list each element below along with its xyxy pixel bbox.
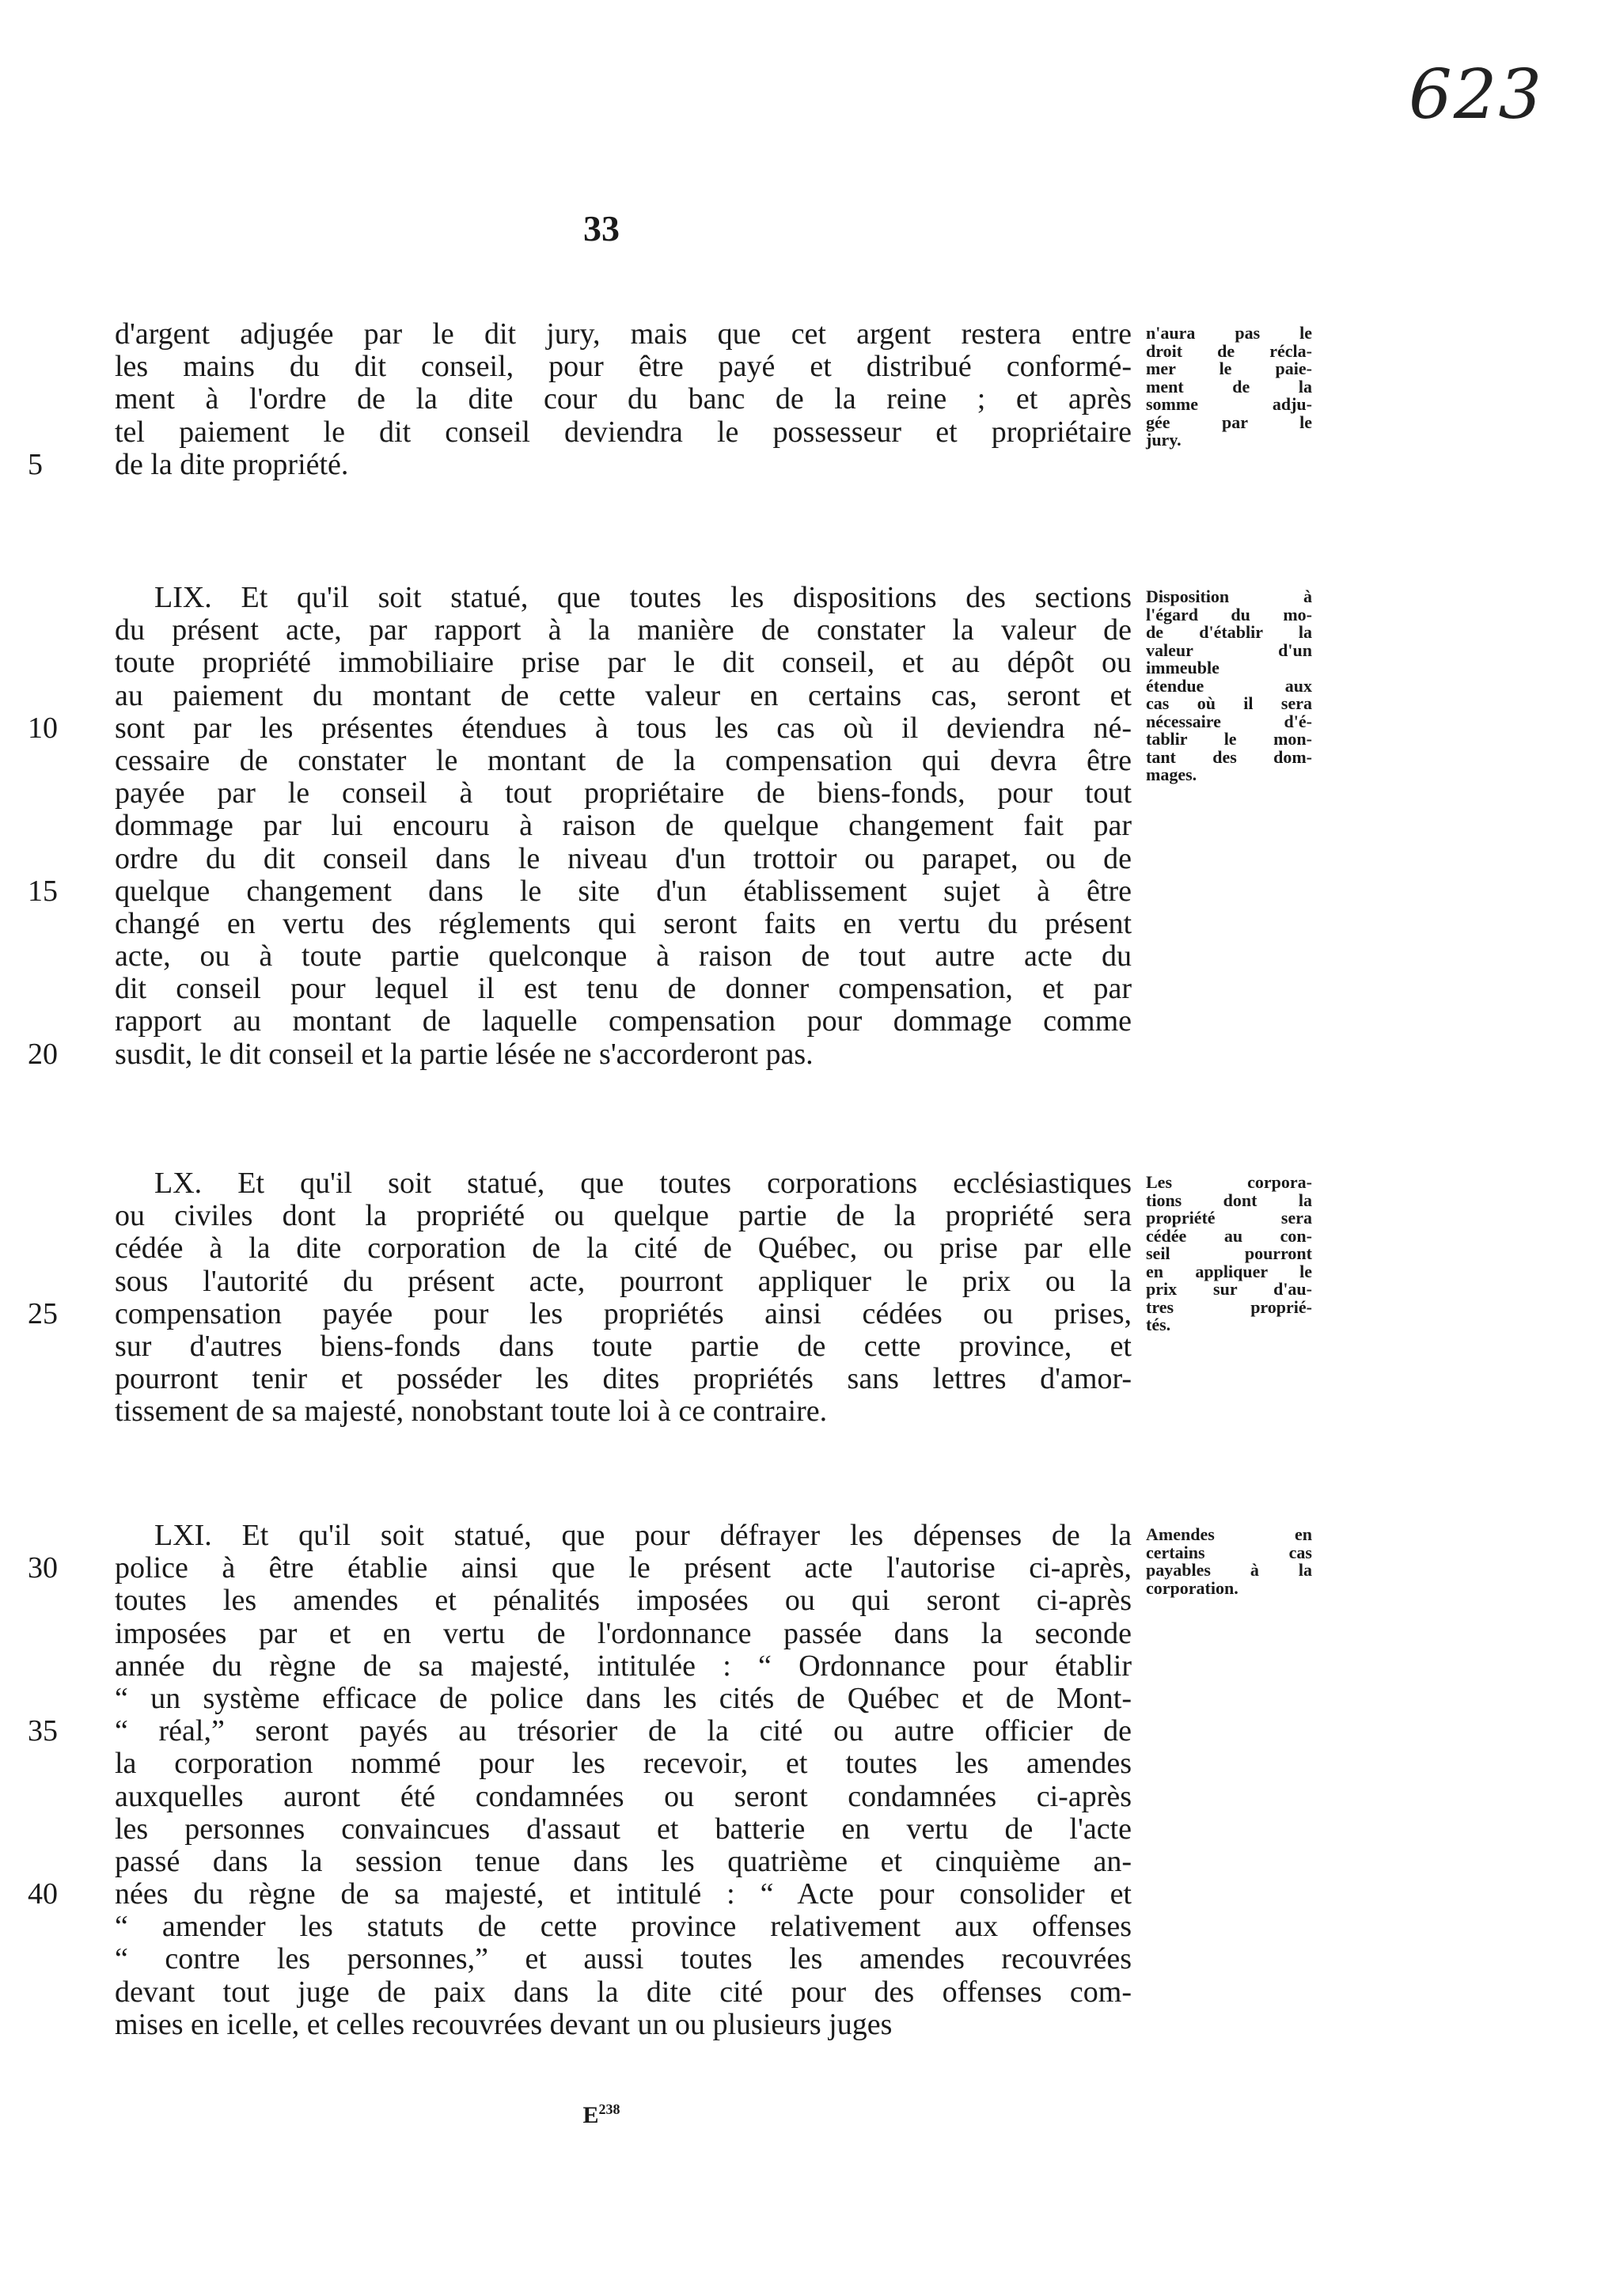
line-text: la corporation nommé pour les recevoir, et toutes les amendes xyxy=(115,1747,1132,1781)
text-line xyxy=(115,940,1132,973)
marginal-note-line: étendue aux xyxy=(1146,675,1312,696)
page-number: 33 xyxy=(583,208,620,249)
marginal-note xyxy=(1146,1526,1312,1597)
line-text: ordre du dit conseil dans le niveau d'un trottoir ou parapet, ou de xyxy=(115,841,1132,875)
text-line xyxy=(115,1395,1132,1428)
text-line xyxy=(115,1330,1132,1363)
line-text: “ un système efficace de police dans les cités de Québec et de Mont- xyxy=(115,1681,1132,1715)
line-number: 30 xyxy=(28,1551,58,1585)
paragraph-1 xyxy=(28,317,1132,481)
text-line xyxy=(115,351,1132,383)
text-line xyxy=(115,582,1132,614)
text-line xyxy=(28,874,1132,908)
marginal-note-line: mer le paie- xyxy=(1146,359,1312,378)
text-line xyxy=(115,1200,1132,1232)
text-line xyxy=(115,908,1132,940)
marginal-note-line: cas où il sera xyxy=(1146,693,1312,713)
text-line xyxy=(115,1943,1132,1975)
text-line xyxy=(115,614,1132,647)
text-line xyxy=(115,1232,1132,1265)
line-text: ou civiles dont la propriété ou quelque partie de la propriété sera xyxy=(115,1199,1132,1233)
marginal-note xyxy=(1146,1174,1312,1334)
line-text: toutes les amendes et pénalités imposées ou qui seront ci-après xyxy=(115,1584,1132,1618)
marginal-note-line: immeuble xyxy=(1146,658,1220,677)
line-number: 20 xyxy=(28,1037,58,1071)
text-line xyxy=(115,2009,1132,2041)
text-line xyxy=(115,318,1132,351)
marginal-note-line: propriété sera xyxy=(1146,1208,1312,1228)
text-line xyxy=(115,1520,1132,1552)
line-text: nées du règne de sa majesté, et intitulé : “ Acte pour consolider et xyxy=(115,1877,1132,1911)
line-text: pourront tenir et posséder les dites propriétés sans lettres d'amor- xyxy=(115,1362,1132,1396)
line-text: LX. Et qu'il soit statué, que toutes corporations ecclésiastiques xyxy=(154,1167,1132,1200)
text-line xyxy=(115,1584,1132,1617)
text-line xyxy=(115,1363,1132,1395)
line-number: 25 xyxy=(28,1296,58,1330)
text-line xyxy=(115,416,1132,449)
line-number: 15 xyxy=(28,874,58,908)
marginal-note-line: nécessaire d'é- xyxy=(1146,711,1312,731)
text-line xyxy=(115,777,1132,810)
text-line xyxy=(28,1037,1132,1071)
marginal-note-line: seil pourront xyxy=(1146,1243,1312,1263)
text-line xyxy=(115,973,1132,1005)
text-line xyxy=(115,843,1132,875)
text-line xyxy=(115,1846,1132,1878)
marginal-note-line: n'aura pas le xyxy=(1146,323,1312,343)
line-text: dit conseil pour lequel il est tenu de donner compensation, et par xyxy=(115,972,1132,1006)
marginal-note-line: gée par le xyxy=(1146,412,1312,432)
signature-number: 238 xyxy=(598,2101,620,2117)
marginal-note-line: payables à la xyxy=(1146,1560,1312,1580)
line-text: LXI. Et qu'il soit statué, que pour défrayer les dépenses de la xyxy=(154,1519,1132,1552)
printer-signature xyxy=(0,2101,1203,2129)
marginal-note-line: cédée au con- xyxy=(1146,1225,1312,1246)
text-line xyxy=(115,745,1132,777)
marginal-note-line: tant des dom- xyxy=(1146,746,1312,767)
line-text: sont par les présentes étendues à tous les cas où il deviendra né- xyxy=(115,711,1132,745)
line-text: tel paiement le dit conseil deviendra le possesseur et propriétaire xyxy=(115,415,1132,449)
marginal-note-line: l'égard du mo- xyxy=(1146,604,1312,624)
line-text: de la dite propriété. xyxy=(115,447,349,481)
text-line xyxy=(28,1714,1132,1748)
marginal-note-line: prix sur d'au- xyxy=(1146,1279,1312,1299)
line-text: police à être établie ainsi que le présent acte l'autorise ci-après, xyxy=(115,1551,1132,1585)
text-line xyxy=(115,647,1132,679)
text-line xyxy=(115,1976,1132,2009)
text-line xyxy=(115,1618,1132,1650)
marginal-note-line: Amendes en xyxy=(1146,1524,1312,1544)
marginal-note-line: de d'établir la xyxy=(1146,622,1312,642)
text-line xyxy=(115,1683,1132,1715)
line-text: “ réal,” seront payés au trésorier de la cité ou autre officier de xyxy=(115,1714,1132,1748)
line-number: 10 xyxy=(28,711,58,745)
line-text: passé dans la session tenue dans les quatrième et cinquième an- xyxy=(115,1844,1132,1878)
line-text: “ contre les personnes,” et aussi toutes les amendes recouvrées xyxy=(115,1942,1132,1976)
marginal-note-line: mages. xyxy=(1146,765,1197,784)
text-line xyxy=(115,1167,1132,1200)
marginal-note-line: certains cas xyxy=(1146,1542,1312,1562)
line-text: d'argent adjugée par le dit jury, mais que cet argent restera entre xyxy=(115,317,1132,351)
marginal-note xyxy=(1146,588,1312,784)
line-text: “ amender les statuts de cette province relativement aux offenses xyxy=(115,1910,1132,1944)
paragraph-4 xyxy=(28,1519,1132,2041)
paragraph-2 xyxy=(28,581,1132,1071)
line-number: 35 xyxy=(28,1714,58,1748)
line-text: cessaire de constater le montant de la compensation qui devra être xyxy=(115,743,1132,777)
marginal-note-line: valeur d'un xyxy=(1146,639,1312,660)
handwritten-folio: 623 xyxy=(1409,55,1544,135)
line-text: auxquelles auront été condamnées ou seront condamnées ci-après xyxy=(115,1779,1132,1813)
line-text: tissement de sa majesté, nonobstant toute loi à ce contraire. xyxy=(115,1395,828,1429)
text-line xyxy=(115,1813,1132,1846)
marginal-note-line: somme adju- xyxy=(1146,394,1312,414)
line-text: quelque changement dans le site d'un établissement sujet à être xyxy=(115,874,1132,908)
line-text: du présent acte, par rapport à la manière de constater la valeur de xyxy=(115,613,1132,647)
marginal-note-line: tés. xyxy=(1146,1315,1171,1334)
marginal-note-line: corporation. xyxy=(1146,1577,1239,1598)
text-line xyxy=(115,1650,1132,1683)
line-text: au paiement du montant de cette valeur en certains cas, seront et xyxy=(115,678,1132,712)
line-text: dommage par lui encouru à raison de quelque changement fait par xyxy=(115,809,1132,843)
signature-letter: E xyxy=(582,2102,599,2128)
line-text: toute propriété immobiliaire prise par le dit conseil, et au dépôt ou xyxy=(115,646,1132,680)
text-line xyxy=(115,1748,1132,1780)
marginal-note-line: ment de la xyxy=(1146,376,1312,397)
line-text: payée par le conseil à tout propriétaire de biens-fonds, pour tout xyxy=(115,776,1132,810)
line-number: 40 xyxy=(28,1877,58,1911)
text-line xyxy=(28,1877,1132,1911)
text-line xyxy=(115,1911,1132,1943)
paragraph-3 xyxy=(28,1167,1132,1429)
line-text: susdit, le dit conseil et la partie lésée ne s'accorderont pas. xyxy=(115,1037,814,1071)
text-line xyxy=(28,1296,1132,1330)
text-line xyxy=(115,810,1132,842)
marginal-note-line: jury. xyxy=(1146,430,1182,450)
line-text: les personnes convaincues d'assaut et batterie en vertu de l'acte xyxy=(115,1812,1132,1846)
line-text: mises en icelle, et celles recouvrées devant un ou plusieurs juges xyxy=(115,2007,893,2041)
marginal-note-line: droit de récla- xyxy=(1146,340,1312,361)
text-line xyxy=(28,711,1132,745)
line-text: imposées par et en vertu de l'ordonnance passée dans la seconde xyxy=(115,1616,1132,1650)
line-text: rapport au montant de laquelle compensation pour dommage comme xyxy=(115,1004,1132,1038)
line-text: année du règne de sa majesté, intitulée : “ Ordonnance pour établir xyxy=(115,1649,1132,1683)
text-line xyxy=(115,1266,1132,1298)
line-text: sous l'autorité du présent acte, pourront appliquer le prix ou la xyxy=(115,1264,1132,1298)
text-line xyxy=(115,383,1132,416)
text-line xyxy=(28,447,1132,481)
line-text: les mains du dit conseil, pour être payé et distribué conformé- xyxy=(115,350,1132,384)
marginal-note-line: tions dont la xyxy=(1146,1190,1312,1210)
line-number: 5 xyxy=(28,447,43,481)
marginal-note xyxy=(1146,324,1312,450)
marginal-note-line: Les corpora- xyxy=(1146,1172,1312,1192)
line-text: compensation payée pour les propriétés ainsi cédées ou prises, xyxy=(115,1296,1132,1330)
line-text: devant tout juge de paix dans la dite cité pour des offenses com- xyxy=(115,1975,1132,2009)
line-text: changé en vertu des réglements qui seront faits en vertu du présent xyxy=(115,906,1132,940)
marginal-note-line: Disposition à xyxy=(1146,586,1312,606)
line-text: acte, ou à toute partie quelconque à raison de tout autre acte du xyxy=(115,939,1132,973)
marginal-note-line: en appliquer le xyxy=(1146,1261,1312,1281)
marginal-note-line: tablir le mon- xyxy=(1146,729,1312,749)
marginal-note-line: tres proprié- xyxy=(1146,1296,1312,1317)
text-line xyxy=(115,1005,1132,1038)
line-text: ment à l'ordre de la dite cour du banc de la reine ; et après xyxy=(115,382,1132,416)
line-text: sur d'autres biens-fonds dans toute partie de cette province, et xyxy=(115,1329,1132,1363)
text-line xyxy=(115,1781,1132,1813)
text-line xyxy=(28,1551,1132,1585)
line-text: LIX. Et qu'il soit statué, que toutes les dispositions des sections xyxy=(154,581,1132,614)
line-text: cédée à la dite corporation de la cité de Québec, ou prise par elle xyxy=(115,1231,1132,1266)
text-line xyxy=(115,680,1132,712)
